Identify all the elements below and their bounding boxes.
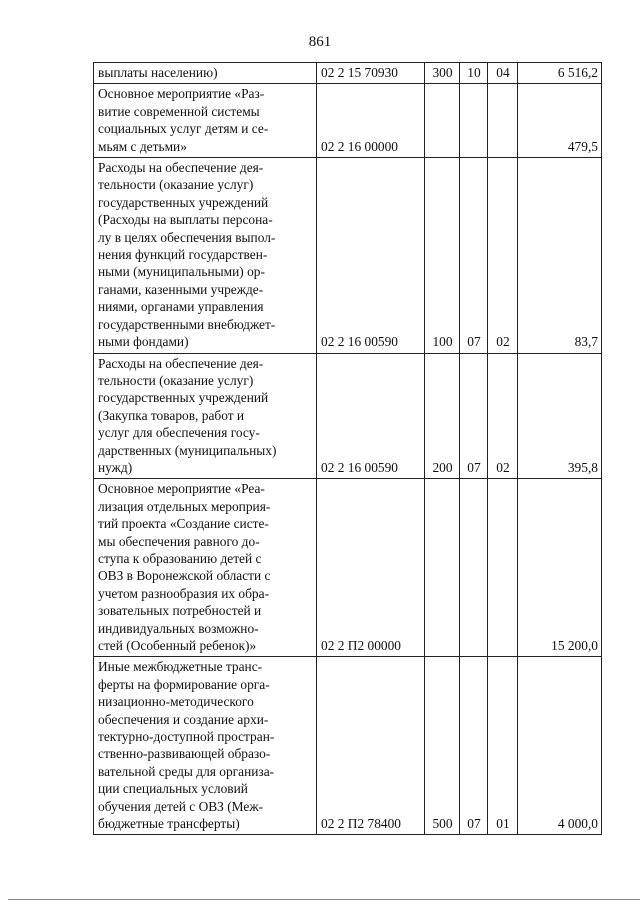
budget-table (93, 62, 602, 835)
expense-type-cell (425, 84, 460, 158)
expense-type-cell: 300 (425, 63, 460, 84)
table-row (94, 353, 602, 479)
subsection-cell: 04 (488, 63, 518, 84)
expense-type-cell: 100 (425, 158, 460, 353)
budget-table-body (94, 63, 602, 835)
expense-name-line: (Закупка товаров, работ и (98, 407, 245, 423)
expense-name-line: нения функций государствен- (98, 247, 268, 263)
budget-code-cell: 02 2 П2 78400 (317, 657, 425, 835)
expense-name-line: лизация отдельных мероприя- (98, 498, 271, 514)
expense-name-cell (94, 158, 317, 353)
expense-name-line: нужд) (98, 459, 133, 475)
section-cell: 07 (460, 353, 488, 479)
page-number: 861 (308, 34, 332, 50)
amount-cell: 395,8 (518, 353, 602, 479)
expense-name-cell (94, 353, 317, 479)
expense-name-line: ственно-развивающей образо- (98, 746, 271, 762)
expense-name-line: мы обеспечения равного до- (98, 533, 260, 549)
expense-name-line: Иные межбюджетные транс- (98, 659, 263, 675)
subsection-cell: 02 (488, 158, 518, 353)
section-cell: 07 (460, 158, 488, 353)
expense-name-line: лу в целях обеспечения выпол- (98, 229, 276, 245)
expense-name-line: ными (муниципальными) ор- (98, 264, 265, 280)
expense-name-line: тектурно-доступной простран- (98, 729, 275, 745)
expense-type-cell (425, 479, 460, 657)
subsection-cell: 02 (488, 353, 518, 479)
table-row (94, 657, 602, 835)
expense-name-line: государственных учреждений (98, 390, 269, 406)
expense-name-line: обучения детей с ОВЗ (Меж- (98, 798, 264, 814)
expense-name-line: Основное мероприятие «Раз- (98, 86, 265, 102)
expense-name-cell (94, 63, 317, 84)
table-row (94, 158, 602, 353)
expense-name-line: витие современной системы (98, 103, 260, 119)
expense-name-line: Расходы на обеспечение дея- (98, 160, 264, 176)
expense-name-line: (Расходы на выплаты персона- (98, 212, 273, 228)
expense-name-line: государственными внебюджет- (98, 316, 276, 332)
expense-name-line: государственных учреждений (98, 194, 269, 210)
expense-name-cell (94, 84, 317, 158)
table-row (94, 479, 602, 657)
section-cell: 07 (460, 657, 488, 835)
expense-name-line: дарственных (муниципальных) (98, 442, 277, 458)
expense-name-line: услуг для обеспечения госу- (98, 425, 260, 441)
table-row (94, 84, 602, 158)
budget-code-cell: 02 2 16 00590 (317, 353, 425, 479)
section-cell: 10 (460, 63, 488, 84)
section-cell (460, 479, 488, 657)
budget-code-cell: 02 2 16 00000 (317, 84, 425, 158)
expense-name-line: ганами, казенными учрежде- (98, 281, 264, 297)
subsection-cell (488, 479, 518, 657)
amount-cell: 4 000,0 (518, 657, 602, 835)
expense-name-line: ными фондами) (98, 334, 189, 350)
expense-name-line: социальных услуг детям и се- (98, 121, 269, 137)
expense-name-line: обеспечения и создание архи- (98, 711, 269, 727)
amount-cell: 479,5 (518, 84, 602, 158)
expense-name-line: Основное мероприятие «Реа- (98, 481, 265, 497)
expense-name-line: ферты на формирование орга- (98, 676, 270, 692)
expense-name-line: стей (Особенный ребенок)» (98, 638, 257, 653)
budget-code-cell: 02 2 15 70930 (317, 63, 425, 84)
expense-name-line: ОВЗ в Воронежской области с (98, 568, 271, 584)
expense-name-line: Расходы на обеспечение дея- (98, 355, 264, 371)
expense-name-line: вательной среды для организа- (98, 763, 275, 779)
expense-name-line: тельности (оказание услуг) (98, 372, 254, 388)
bottom-divider (8, 899, 640, 900)
expense-name-cell (94, 479, 317, 657)
expense-name-line: тельности (оказание услуг) (98, 177, 254, 193)
amount-cell: 83,7 (518, 158, 602, 353)
expense-name-line: мьям с детьми» (98, 138, 187, 154)
subsection-cell: 01 (488, 657, 518, 835)
expense-name-line: выплаты населению) (98, 65, 218, 80)
expense-type-cell: 500 (425, 657, 460, 835)
expense-name-line: ции специальных условий (98, 781, 248, 797)
expense-name-line: тий проекта «Создание систе- (98, 516, 269, 532)
expense-name-line: учетом разнообразия их обра- (98, 585, 270, 601)
table-row (94, 63, 602, 84)
expense-name-line: зовательных потребностей и (98, 603, 262, 619)
budget-code-cell: 02 2 16 00590 (317, 158, 425, 353)
expense-type-cell: 200 (425, 353, 460, 479)
section-cell (460, 84, 488, 158)
expense-name-line: ниями, органами управления (98, 299, 264, 315)
budget-code-cell: 02 2 П2 00000 (317, 479, 425, 657)
amount-cell: 15 200,0 (518, 479, 602, 657)
expense-name-line: ступа к образованию детей с (98, 550, 262, 566)
subsection-cell (488, 84, 518, 158)
expense-name-line: низационно-методического (98, 694, 254, 710)
expense-name-line: индивидуальных возможно- (98, 620, 259, 636)
expense-name-cell (94, 657, 317, 835)
expense-name-line: бюджетные трансферты) (98, 816, 240, 832)
amount-cell: 6 516,2 (518, 63, 602, 84)
